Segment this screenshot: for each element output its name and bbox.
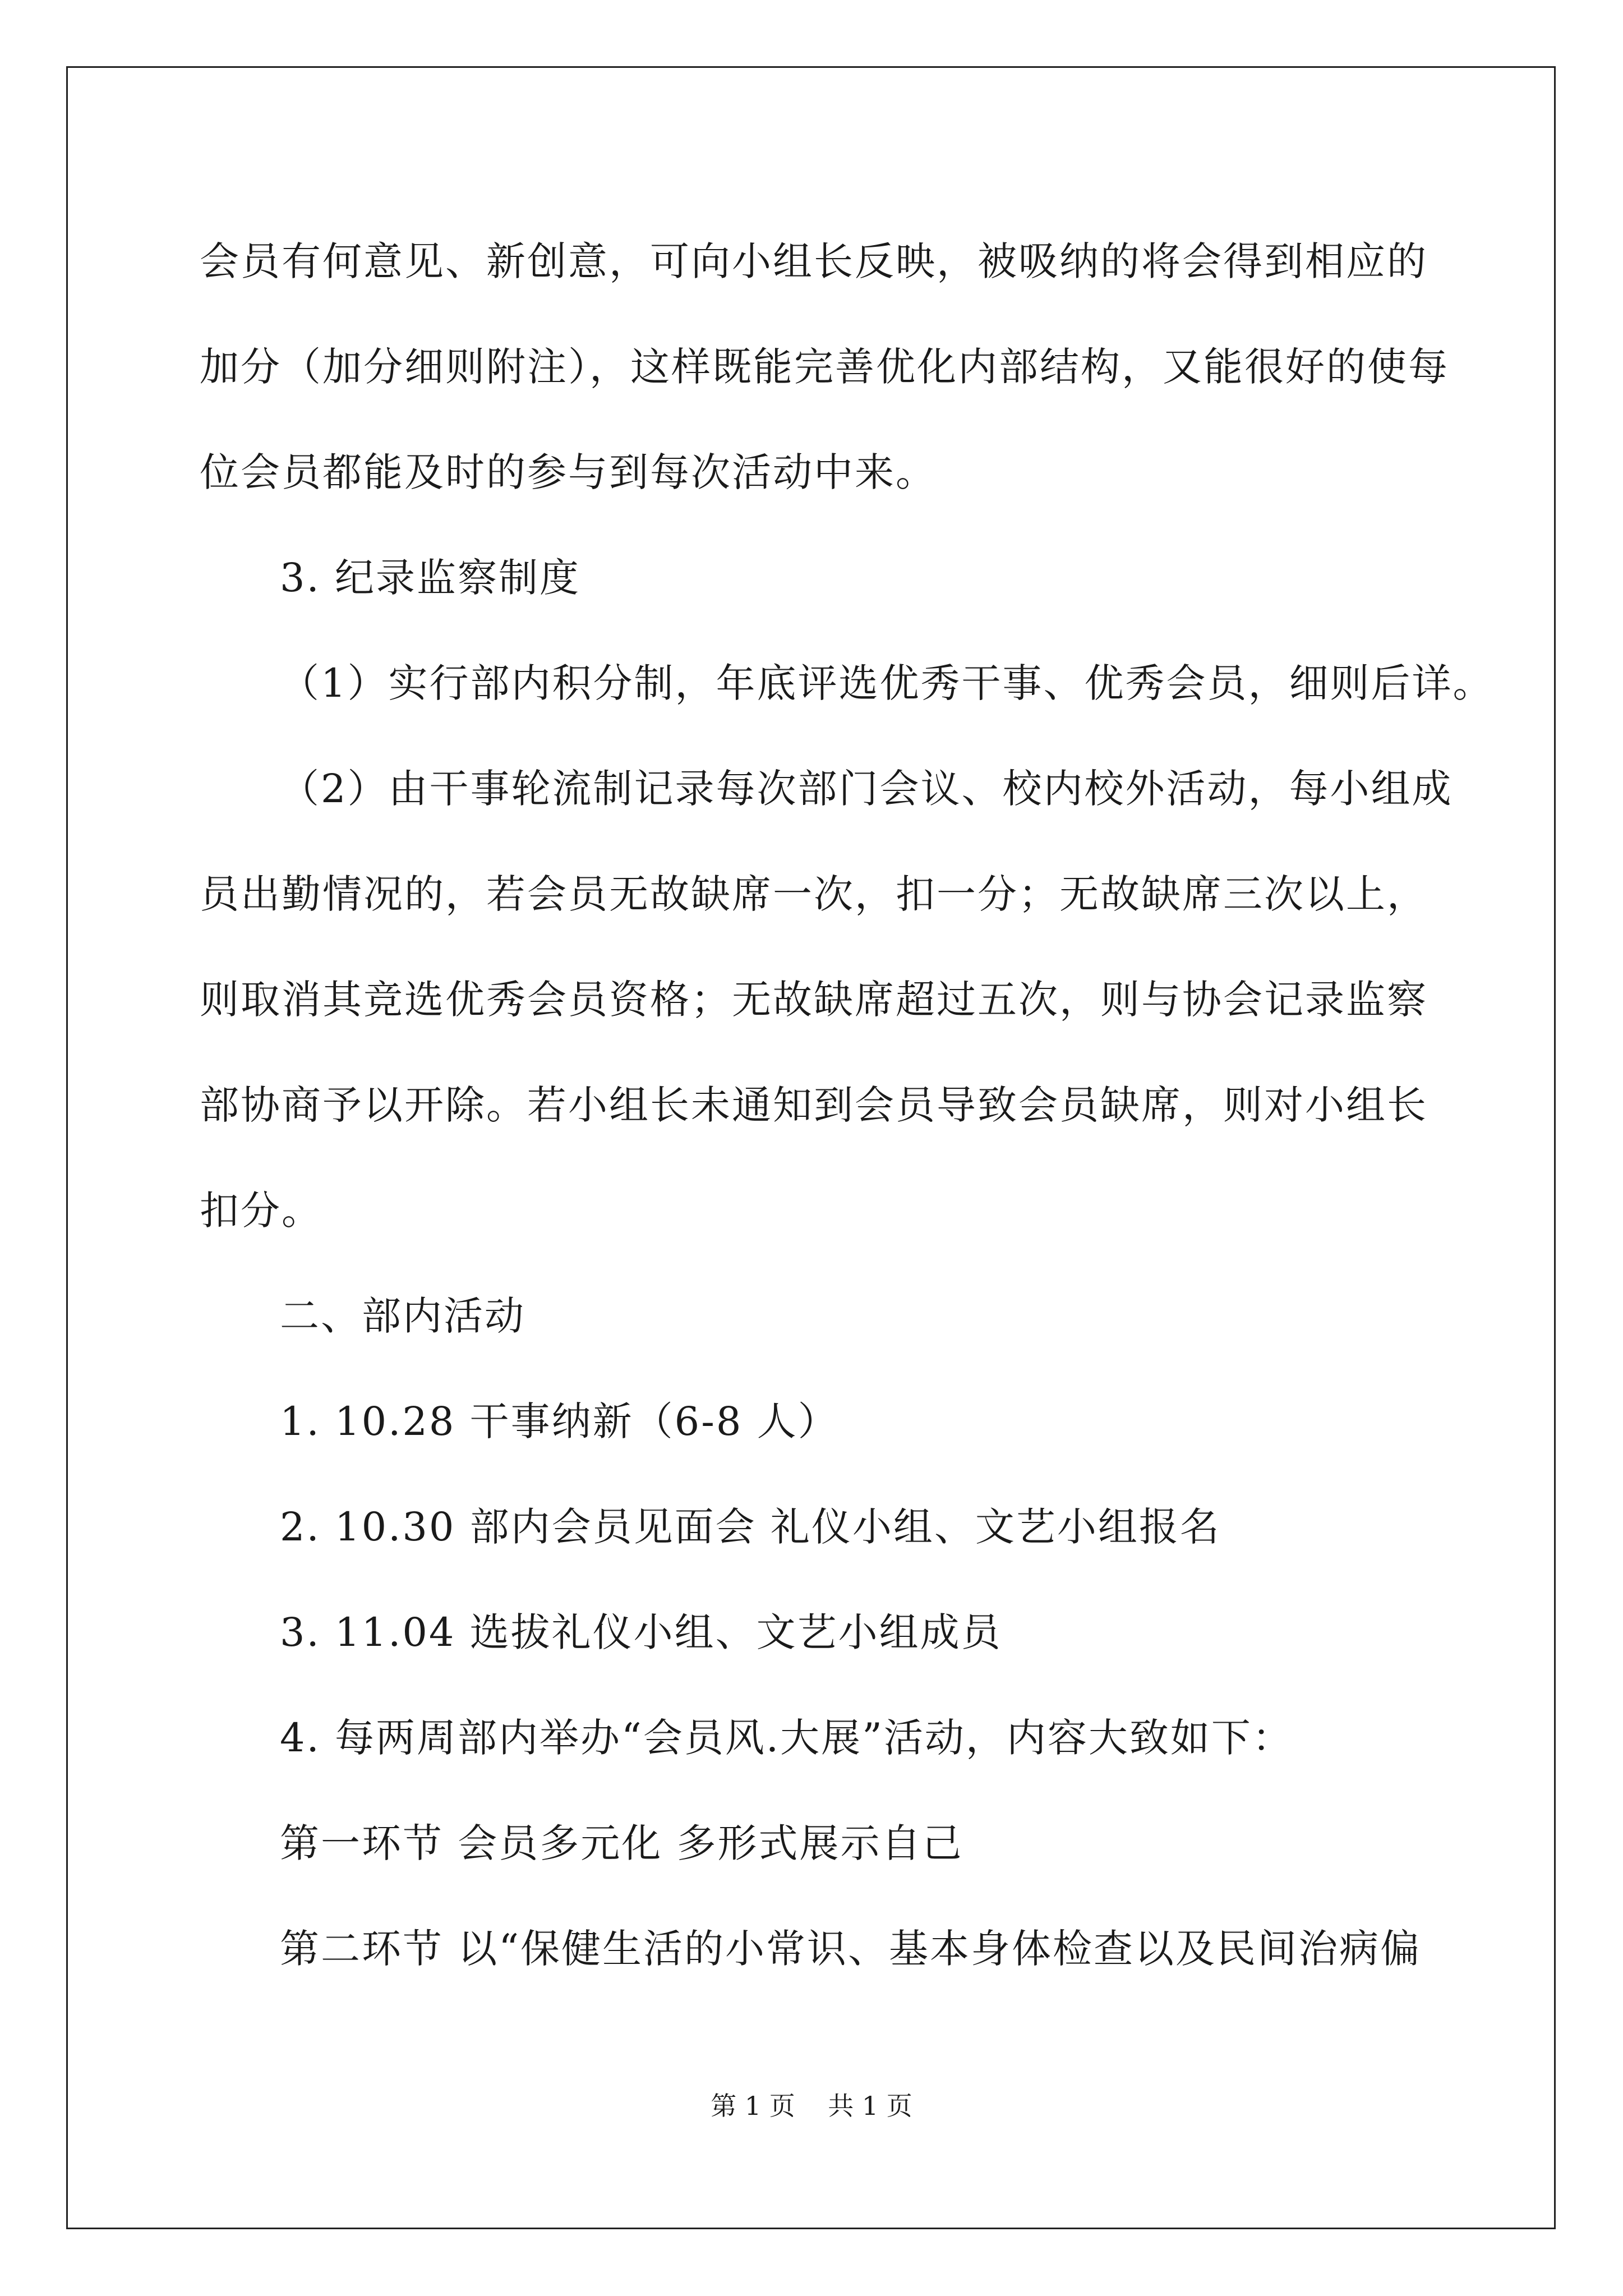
text-line: 加分（加分细则附注），这样既能完善优化内部结构，又能很好的使每 (200, 344, 1449, 390)
list-item: 1. 10.28 干事纳新（6-8 人） (280, 1398, 839, 1444)
text-line: 则取消其竞选优秀会员资格；无故缺席超过五次，则与协会记录监察 (200, 977, 1428, 1023)
text-line: （1）实行部内积分制，年底评选优秀干事、优秀会员，细则后详。 (280, 660, 1494, 706)
section-heading: 二、部内活动 (280, 1293, 525, 1339)
text-line: 第一环节 会员多元化 多形式展示自己 (280, 1820, 963, 1866)
list-item: 4. 每两周部内举办“会员风.大展”活动，内容大致如下： (280, 1715, 1293, 1761)
document-body (200, 209, 1494, 2001)
text-line: 会员有何意见、新创意，可向小组长反映，被吸纳的将会得到相应的 (200, 238, 1428, 284)
section-heading: 3. 纪录监察制度 (280, 555, 581, 601)
text-line: 员出勤情况的，若会员无故缺席一次，扣一分；无故缺席三次以上， (200, 871, 1428, 917)
list-item: 3. 11.04 选拔礼仪小组、文艺小组成员 (280, 1609, 1002, 1655)
text-line: （2）由干事轮流制记录每次部门会议、校内校外活动，每小组成 (280, 766, 1453, 812)
list-item: 2. 10.30 部内会员见面会 礼仪小组、文艺小组报名 (280, 1504, 1221, 1550)
text-line: 扣分。 (200, 1188, 322, 1234)
page-number-footer: 第 1 页 共 1 页 (711, 2091, 912, 2121)
text-line: 第二环节 以“保健生活的小常识、基本身体检查以及民间治病偏 (280, 1926, 1422, 1972)
text-line: 部协商予以开除。若小组长未通知到会员导致会员缺席，则对小组长 (200, 1082, 1428, 1128)
text-line: 位会员都能及时的参与到每次活动中来。 (200, 449, 937, 495)
